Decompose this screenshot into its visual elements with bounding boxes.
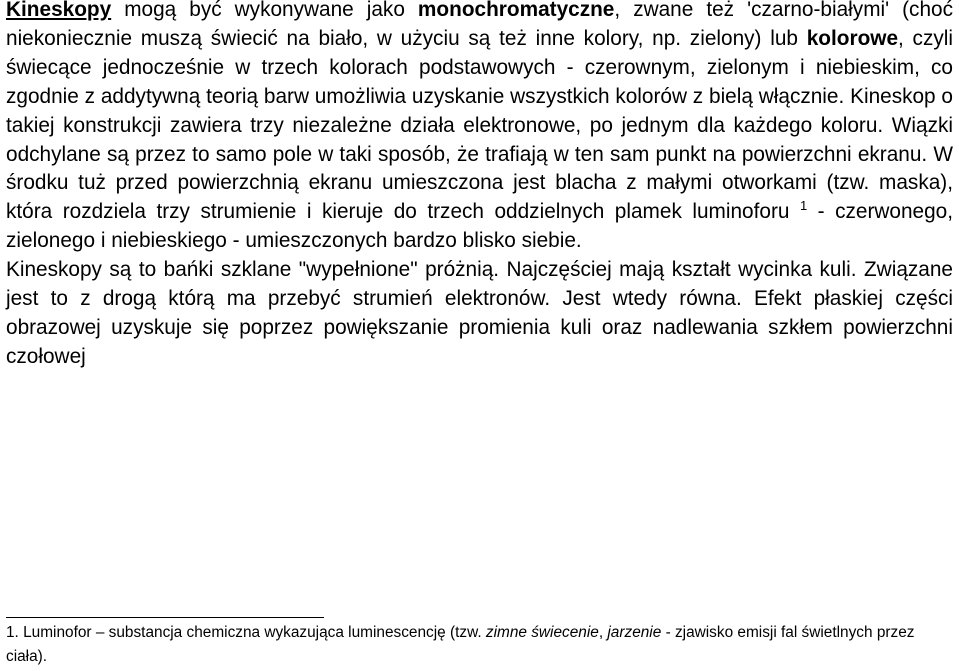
footnote-sep: , — [598, 624, 608, 641]
main-text — [6, 0, 953, 372]
paragraph1-text-a: mogą być wykonywane jako — [111, 0, 418, 21]
paragraph-glass-bulb — [6, 256, 953, 372]
bold-monochrome: monochromatyczne — [417, 0, 615, 21]
paragraph-crt-types — [6, 0, 953, 256]
paragraph2-text: Kineskopy są to bańki szklane "wypełnione" próżnią. Najczęściej mają kształt wycinka kuli. Związane jest to z drogą którą ma przebyć strumień elektronów. Jest wtedy równa. Efekt płaskiej części obrazowej uzyskuje się poprzez powiększanie promienia kuli oraz nadlewania szkłem powierzchni czołowej — [6, 258, 953, 368]
term-kineskopy: Kineskopy — [6, 0, 112, 21]
footnote — [6, 621, 951, 669]
footnote-divider — [6, 617, 324, 618]
footnote-text-a: 1. Luminofor – substancja chemiczna wykazująca luminescencję (tzw. — [6, 624, 486, 641]
footnote-text-b: - zjawisko emisji fal świetlnych przez ciała). — [6, 624, 915, 665]
footnote-ref[interactable]: 1 — [799, 198, 808, 214]
footnote-italic-a: zimne świecenie — [485, 624, 599, 641]
paragraph1-text-c: , czyli świecące jednocześnie w trzech kolorach podstawowych - czerownym, zielonym i niebieskim, co zgodnie z addytywną teorią barw umożliwia uzyskanie wszystkich kolorów z bielą włącznie. Kineskop o takiej konstrukcji zawiera trzy niezależne działa elektronowe, po jednym dla każdego koloru. Wiązki odchylane są przez to samo pole w taki sposób, że trafiają w ten sam punkt na powierzchni ekranu. W środku tuż przed powierzchnią ekranu umieszczona jest blacha z małymi otworkami (tzw. maska), która rozdziela trzy strumienie i kieruje do trzech oddzielnych plamek luminoforu — [6, 26, 953, 224]
paragraph1-text-b: , zwane też 'czarno-białymi' (choć niekoniecznie muszą świecić na biało, w użyciu są też inne kolory, np. zielony) lub — [6, 0, 953, 50]
bold-color: kolorowe — [806, 26, 899, 50]
footnote-italic-b: jarzenie — [607, 624, 662, 641]
paragraph1-text-d: - czerwonego, zielonego i niebieskiego - umieszczonych bardzo blisko siebie. — [6, 200, 953, 253]
